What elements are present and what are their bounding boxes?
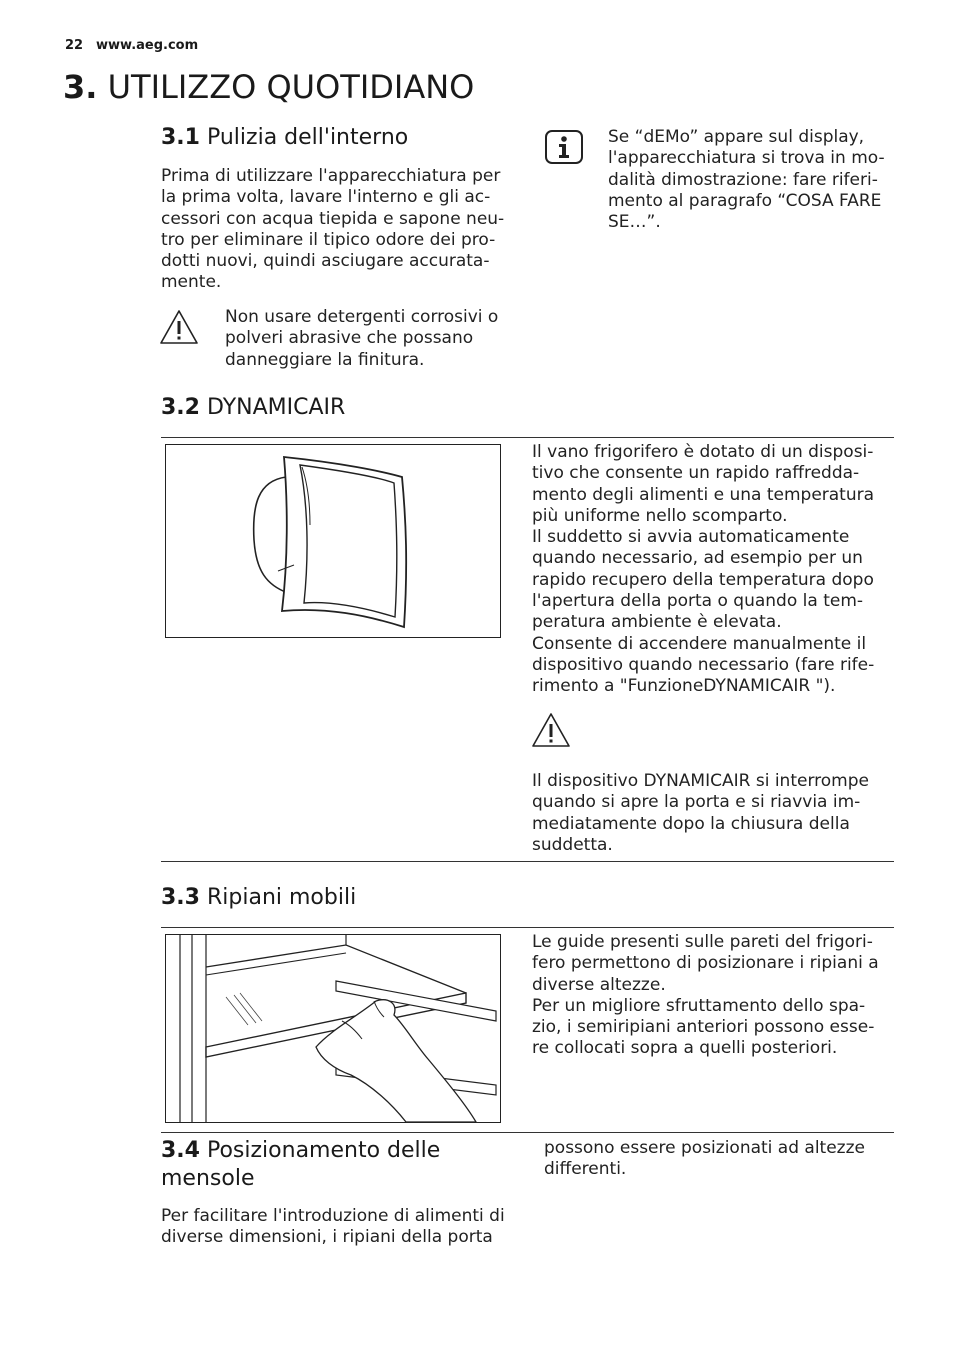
section-3-3-body: Le guide presenti sulle pareti del frigori- fero permettono di posizionare i ripiani a diverse altezze. Per un migliore sfruttamento dello spa- zio, i semiripiani anteriori possono esse- re collocati sopra a quelli posteriori.	[532, 932, 879, 1059]
section-3-3-heading: 3.3 Ripiani mobili	[161, 885, 357, 910]
website-url: www.aeg.com	[96, 38, 199, 53]
shelves-illustration	[165, 934, 501, 1123]
section-3-1-warning: Non usare detergenti corrosivi o polveri abrasive che possano danneggiare la finitura.	[225, 307, 499, 370]
chapter-title	[63, 64, 474, 110]
section-3-4-heading: 3.4 Posizionamento delle mensole	[161, 1138, 441, 1191]
warning-icon	[531, 712, 571, 748]
section-3-4-body: Per facilitare l'introduzione di alimenti di diverse dimensioni, i ripiani della porta	[161, 1206, 505, 1248]
section-3-1-body: Prima di utilizzare l'apparecchiatura per la prima volta, lavare l'interno e gli ac- cessori con acqua tiepida e sapone neu- tro per eliminare il tipico odore dei pro- dotti nuovi, quindi asciugare accurata- mente.	[161, 166, 505, 293]
warning-icon	[159, 309, 199, 345]
divider	[161, 927, 894, 928]
dynamicair-illustration	[165, 444, 501, 638]
section-3-2-body: Il vano frigorifero è dotato di un disposi- tivo che consente un rapido raffredda- mento degli alimenti e una temperatura più uniforme nello scomparto. Il suddetto si avvia automaticamente quando necessario, ad esempio per un rapido recupero della temperatura dopo l'apertura della porta o quando la tem- peratura ambiente è elevata. Consente di accendere manualmente il dispositivo quando necessario (fare rife- rimento a "FunzioneDYNAMICAIR ").	[532, 442, 875, 697]
divider	[161, 437, 894, 438]
section-3-2-heading: 3.2 DYNAMICAIR	[161, 395, 346, 420]
section-3-1-heading: 3.1 Pulizia dell'interno	[161, 125, 409, 150]
section-3-4-body-continued: possono essere posizionati ad altezze differenti.	[544, 1138, 865, 1180]
info-icon	[545, 130, 583, 164]
section-3-2-warning: Il dispositivo DYNAMICAIR si interrompe quando si apre la porta e si riavvia im- mediatamente dopo la chiusura della suddetta.	[532, 771, 869, 855]
chapter-title-text: UTILIZZO QUOTIDIANO	[107, 68, 475, 106]
divider	[161, 861, 894, 862]
page-number: 22	[65, 38, 84, 53]
section-3-1-info: Se “dEMo” appare sul display, l'apparecchiatura si trova in mo- dalità dimostrazione: fare riferi- mento al paragrafo “COSA FARE SE…”.	[608, 127, 885, 233]
divider	[161, 1132, 894, 1133]
chapter-number: 3.	[63, 68, 98, 106]
